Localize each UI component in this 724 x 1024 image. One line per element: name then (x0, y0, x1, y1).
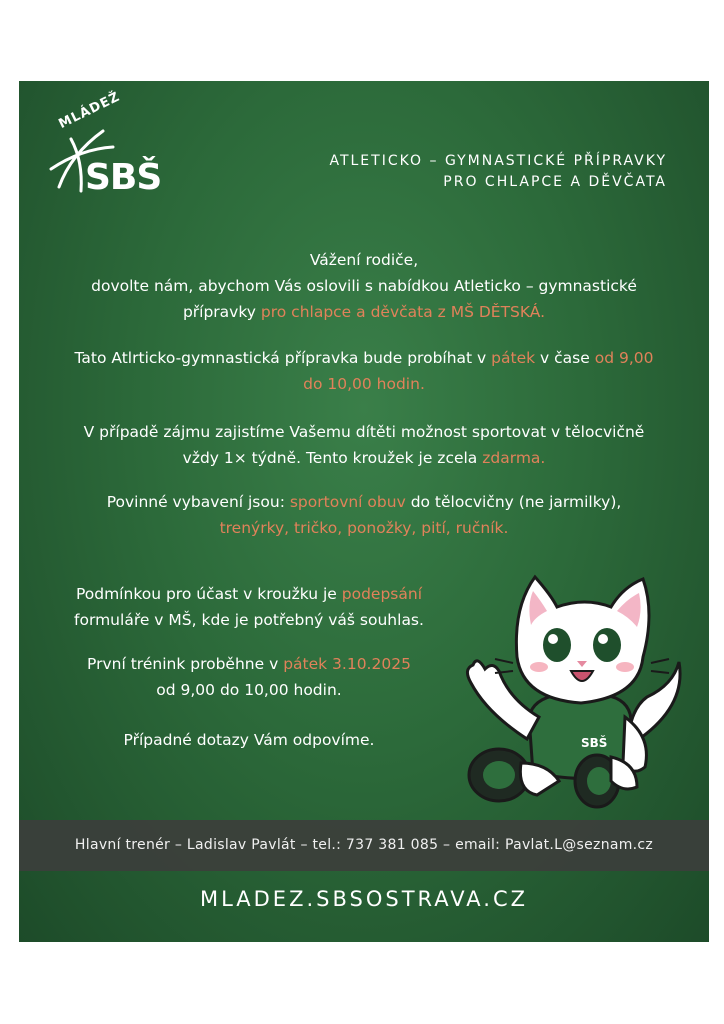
schedule-start: od 9,00 (594, 349, 654, 367)
first-training-paragraph (19, 651, 479, 703)
schedule-line-1 (29, 345, 699, 371)
interest-text: vždy 1× týdně. Tento kroužek je zcela (182, 449, 478, 467)
first-training-line-2: od 9,00 do 10,00 hodin. (156, 681, 342, 699)
schedule-text-2: v čase (540, 349, 590, 367)
interest-paragraph (29, 419, 699, 471)
first-training-line-1 (19, 651, 479, 677)
schedule-day: pátek (491, 349, 536, 367)
shirt-text: SBŠ (581, 736, 608, 750)
first-training-text: První trénink proběhne v (87, 655, 279, 673)
schedule-line-2 (29, 371, 699, 397)
cat-mascot-image (447, 567, 691, 817)
date-highlight: pátek 3.10.2025 (283, 655, 411, 673)
intro-line-2: dovolte nám, abychom Vás oslovili s nabídkou Atleticko – gymnastické (91, 277, 637, 295)
poster (19, 81, 709, 942)
questions-text: Případné dotazy Vám odpovíme. (123, 731, 375, 749)
equipment-line-1 (29, 489, 699, 515)
page-title (329, 151, 667, 193)
footer-contact: Hlavní trenér – Ladislav Pavlát – tel.: 737 381 085 – email: Pavlat.L@seznam.cz (74, 837, 654, 853)
title-line-1: ATLETICKO – GYMNASTICKÉ PŘÍPRAVKY (329, 153, 667, 169)
intro-paragraph (29, 247, 699, 325)
logo-top-text: MLÁDEŽ (56, 89, 123, 132)
signature-highlight: podepsání (341, 585, 423, 603)
equipment-dot: . (503, 519, 509, 537)
greeting: Vážení rodiče, (309, 251, 419, 269)
schedule-text: Tato Atlrticko-gymnastická přípravka bude probíhat v (74, 349, 487, 367)
intro-text: přípravky (182, 303, 256, 321)
interest-dot: . (540, 449, 546, 467)
equipment-text: Povinné vybavení jsou: (106, 493, 285, 511)
title-line-2: PRO CHLAPCE A DĚVČATA (443, 174, 667, 190)
interest-line-1: V případě zájmu zajistíme Vašemu dítěti možnost sportovat v tělocvičně (83, 423, 645, 441)
free-highlight: zdarma (482, 449, 541, 467)
schedule-end: do 10,00 hodin (303, 375, 420, 393)
equipment-line-2 (29, 515, 699, 541)
equipment-text-2: do tělocvičny (ne jarmilky), (410, 493, 622, 511)
condition-line-1 (19, 581, 479, 607)
intro-line-3 (29, 299, 699, 325)
condition-line-2: formuláře v MŠ, kde je potřebný váš souhlas. (74, 611, 424, 629)
schedule-paragraph (29, 345, 699, 397)
schedule-dot: . (419, 375, 425, 393)
questions-paragraph (19, 727, 479, 753)
equipment-paragraph (29, 489, 699, 541)
shoes-highlight: sportovní obuv (289, 493, 406, 511)
items-highlight: trenýrky, tričko, ponožky, pití, ručník (219, 519, 504, 537)
sbs-logo (41, 89, 162, 204)
intro-end: . (540, 303, 546, 321)
condition-text: Podmínkou pro účast v kroužku je (75, 585, 337, 603)
logo-main-text: SBŠ (85, 157, 162, 198)
website-link[interactable]: MLADEZ.SBSOSTRAVA.CZ (199, 887, 529, 911)
intro-highlight: pro chlapce a děvčata z MŠ DĚTSKÁ (260, 303, 541, 321)
condition-paragraph (19, 581, 479, 633)
interest-line-2 (29, 445, 699, 471)
